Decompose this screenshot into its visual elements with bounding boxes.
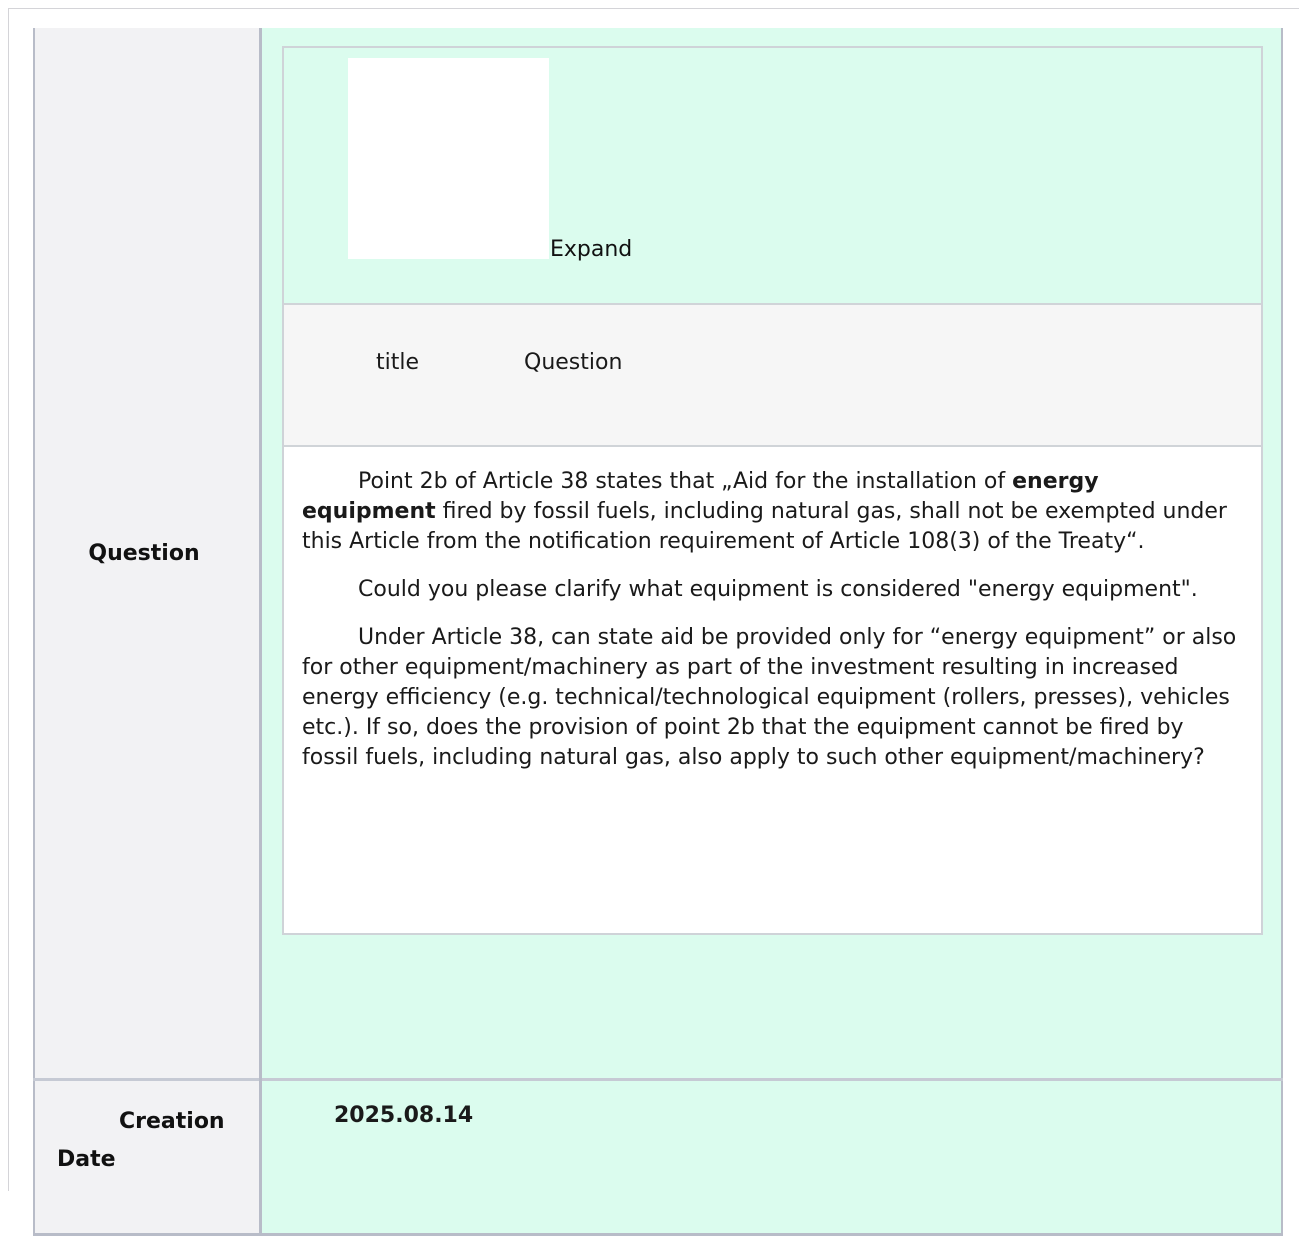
creation-date-value: 2025.08.14: [334, 1103, 474, 1128]
creation-date-label-line2: Date: [57, 1147, 116, 1172]
question-value-cell: [261, 28, 1283, 1080]
properties-table: [33, 28, 1283, 1236]
question-label-cell: [34, 28, 261, 1080]
expand-panel: [284, 48, 1261, 305]
question-p1-bold: energy equipment: [302, 469, 1099, 524]
question-p1-text-b: fired by fossil fuels, including natural gas, shall not be exempted under this Article from the notification requirement of Article 108(3) of the Treaty“.: [302, 499, 1227, 554]
question-body: [284, 447, 1261, 933]
title-panel: [284, 305, 1261, 447]
question-label: Question: [88, 540, 200, 566]
question-paragraph-3: Under Article 38, can state aid be provided only for “energy equipment” or also for other equipment/machinery as part of the investment resulting in increased energy efficiency (e.g. technical/technological equipment (rollers, presses), vehicles etc.). If so, does the provision of point 2b that the equipment cannot be fired by fossil fuels, including natural gas, also apply to such other equipment/machinery?: [302, 625, 1237, 770]
question-row: [34, 28, 1282, 1080]
creation-date-label-cell: [34, 1080, 261, 1235]
expand-macro: [282, 46, 1263, 935]
question-p1-text-a: Point 2b of Article 38 states that „Aid for the installation of: [358, 469, 1013, 494]
expand-thumbnail[interactable]: [348, 58, 549, 259]
question-paragraph-2: Could you please clarify what equipment is considered "energy equipment".: [358, 577, 1198, 602]
creation-date-label: [35, 1081, 259, 1179]
creation-date-label-line1: Creation: [119, 1109, 225, 1134]
creation-date-value-cell: [261, 1080, 1283, 1235]
expand-link[interactable]: Expand: [550, 237, 633, 262]
title-value: Question: [524, 350, 623, 375]
creation-date-row: [34, 1080, 1282, 1235]
question-paragraph-1: [302, 467, 1239, 557]
title-key: title: [376, 350, 420, 375]
